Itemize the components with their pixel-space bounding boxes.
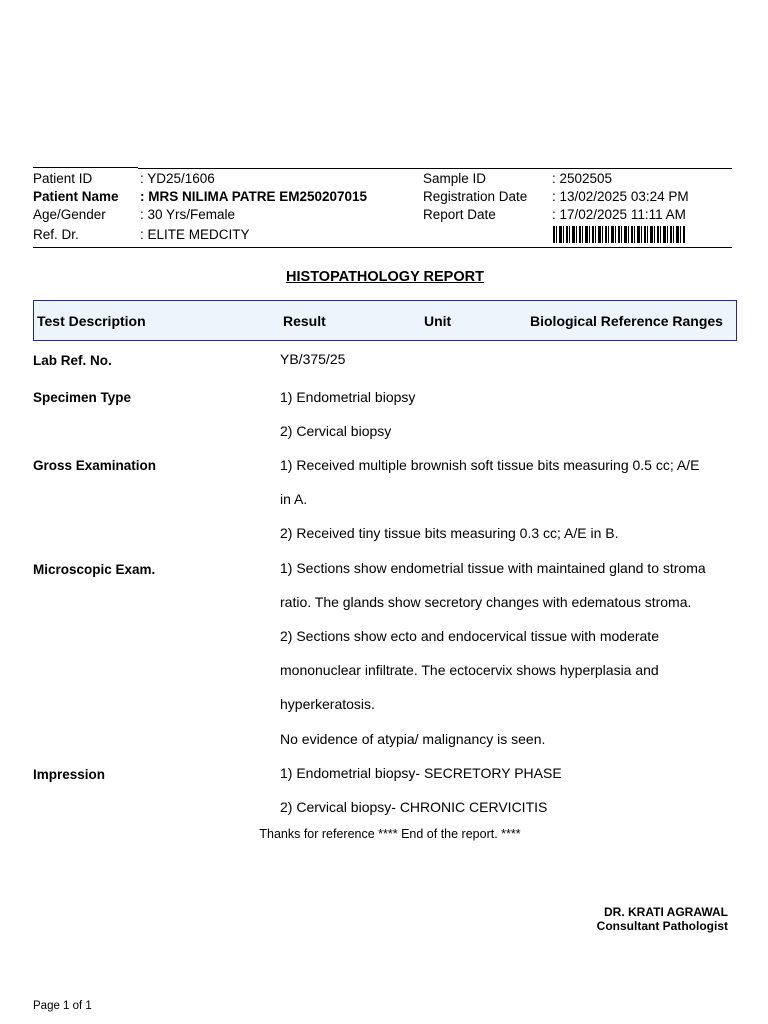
header-top-rule (33, 167, 138, 168)
page-number: Page 1 of 1 (33, 1000, 92, 1012)
patient-id-value: : YD25/1606 (140, 171, 215, 186)
report-date-label: Report Date (423, 207, 496, 222)
gross-line: 2) Received tiny tissue bits measuring 0.3 cc; A/E in B. (280, 525, 619, 541)
registration-date-label: Registration Date (423, 189, 528, 204)
report-title: HISTOPATHOLOGY REPORT (286, 269, 484, 285)
col-unit: Unit (424, 313, 452, 329)
impression-line: 1) Endometrial biopsy- SECRETORY PHASE (280, 765, 562, 781)
header-bottom-rule (33, 247, 732, 248)
impression-label: Impression (33, 767, 106, 782)
col-reference-ranges: Biological Reference Ranges (530, 313, 723, 329)
microscopic-line: mononuclear infiltrate. The ectocervix shows hyperplasia and (280, 662, 659, 678)
impression-line: 2) Cervical biopsy- CHRONIC CERVICITIS (280, 799, 548, 815)
barcode (553, 226, 685, 243)
microscopic-line: ratio. The glands show secretory changes with edematous stroma. (280, 594, 692, 610)
ref-dr-value: : ELITE MEDCITY (140, 227, 250, 242)
col-test-description: Test Description (37, 313, 146, 329)
registration-date-value: : 13/02/2025 03:24 PM (552, 189, 689, 204)
microscopic-line: 2) Sections show ecto and endocervical tissue with moderate (280, 628, 659, 644)
gross-line: 1) Received multiple brownish soft tissue bits measuring 0.5 cc; A/E (280, 457, 700, 473)
patient-name-label: Patient Name (33, 189, 119, 204)
specimen-line: 1) Endometrial biopsy (280, 389, 416, 405)
header-top-rule (138, 168, 732, 169)
lab-ref-label: Lab Ref. No. (33, 353, 112, 368)
end-of-report-note: Thanks for reference **** End of the report. **** (259, 827, 521, 841)
microscopic-line: 1) Sections show endometrial tissue with maintained gland to stroma (280, 560, 706, 576)
sample-id-label: Sample ID (423, 171, 487, 186)
doctor-title: Consultant Pathologist (596, 919, 728, 933)
gross-line: in A. (280, 491, 308, 507)
table-header (33, 300, 737, 341)
gross-examination-label: Gross Examination (33, 458, 157, 473)
lab-ref-value: YB/375/25 (280, 351, 346, 367)
age-gender-label: Age/Gender (33, 207, 106, 222)
microscopic-line: No evidence of atypia/ malignancy is seen. (280, 731, 546, 747)
patient-id-label: Patient ID (33, 171, 93, 186)
microscopic-exam-label: Microscopic Exam. (33, 562, 156, 577)
col-result: Result (283, 313, 326, 329)
microscopic-line: hyperkeratosis. (280, 696, 375, 712)
ref-dr-label: Ref. Dr. (33, 227, 79, 242)
sample-id-value: : 2502505 (552, 171, 613, 186)
specimen-line: 2) Cervical biopsy (280, 423, 392, 439)
age-gender-value: : 30 Yrs/Female (140, 207, 236, 222)
report-date-value: : 17/02/2025 11:11 AM (552, 207, 686, 222)
doctor-name: DR. KRATI AGRAWAL (604, 905, 728, 919)
patient-name-value: : MRS NILIMA PATRE EM250207015 (140, 189, 368, 204)
specimen-type-label: Specimen Type (33, 390, 132, 405)
